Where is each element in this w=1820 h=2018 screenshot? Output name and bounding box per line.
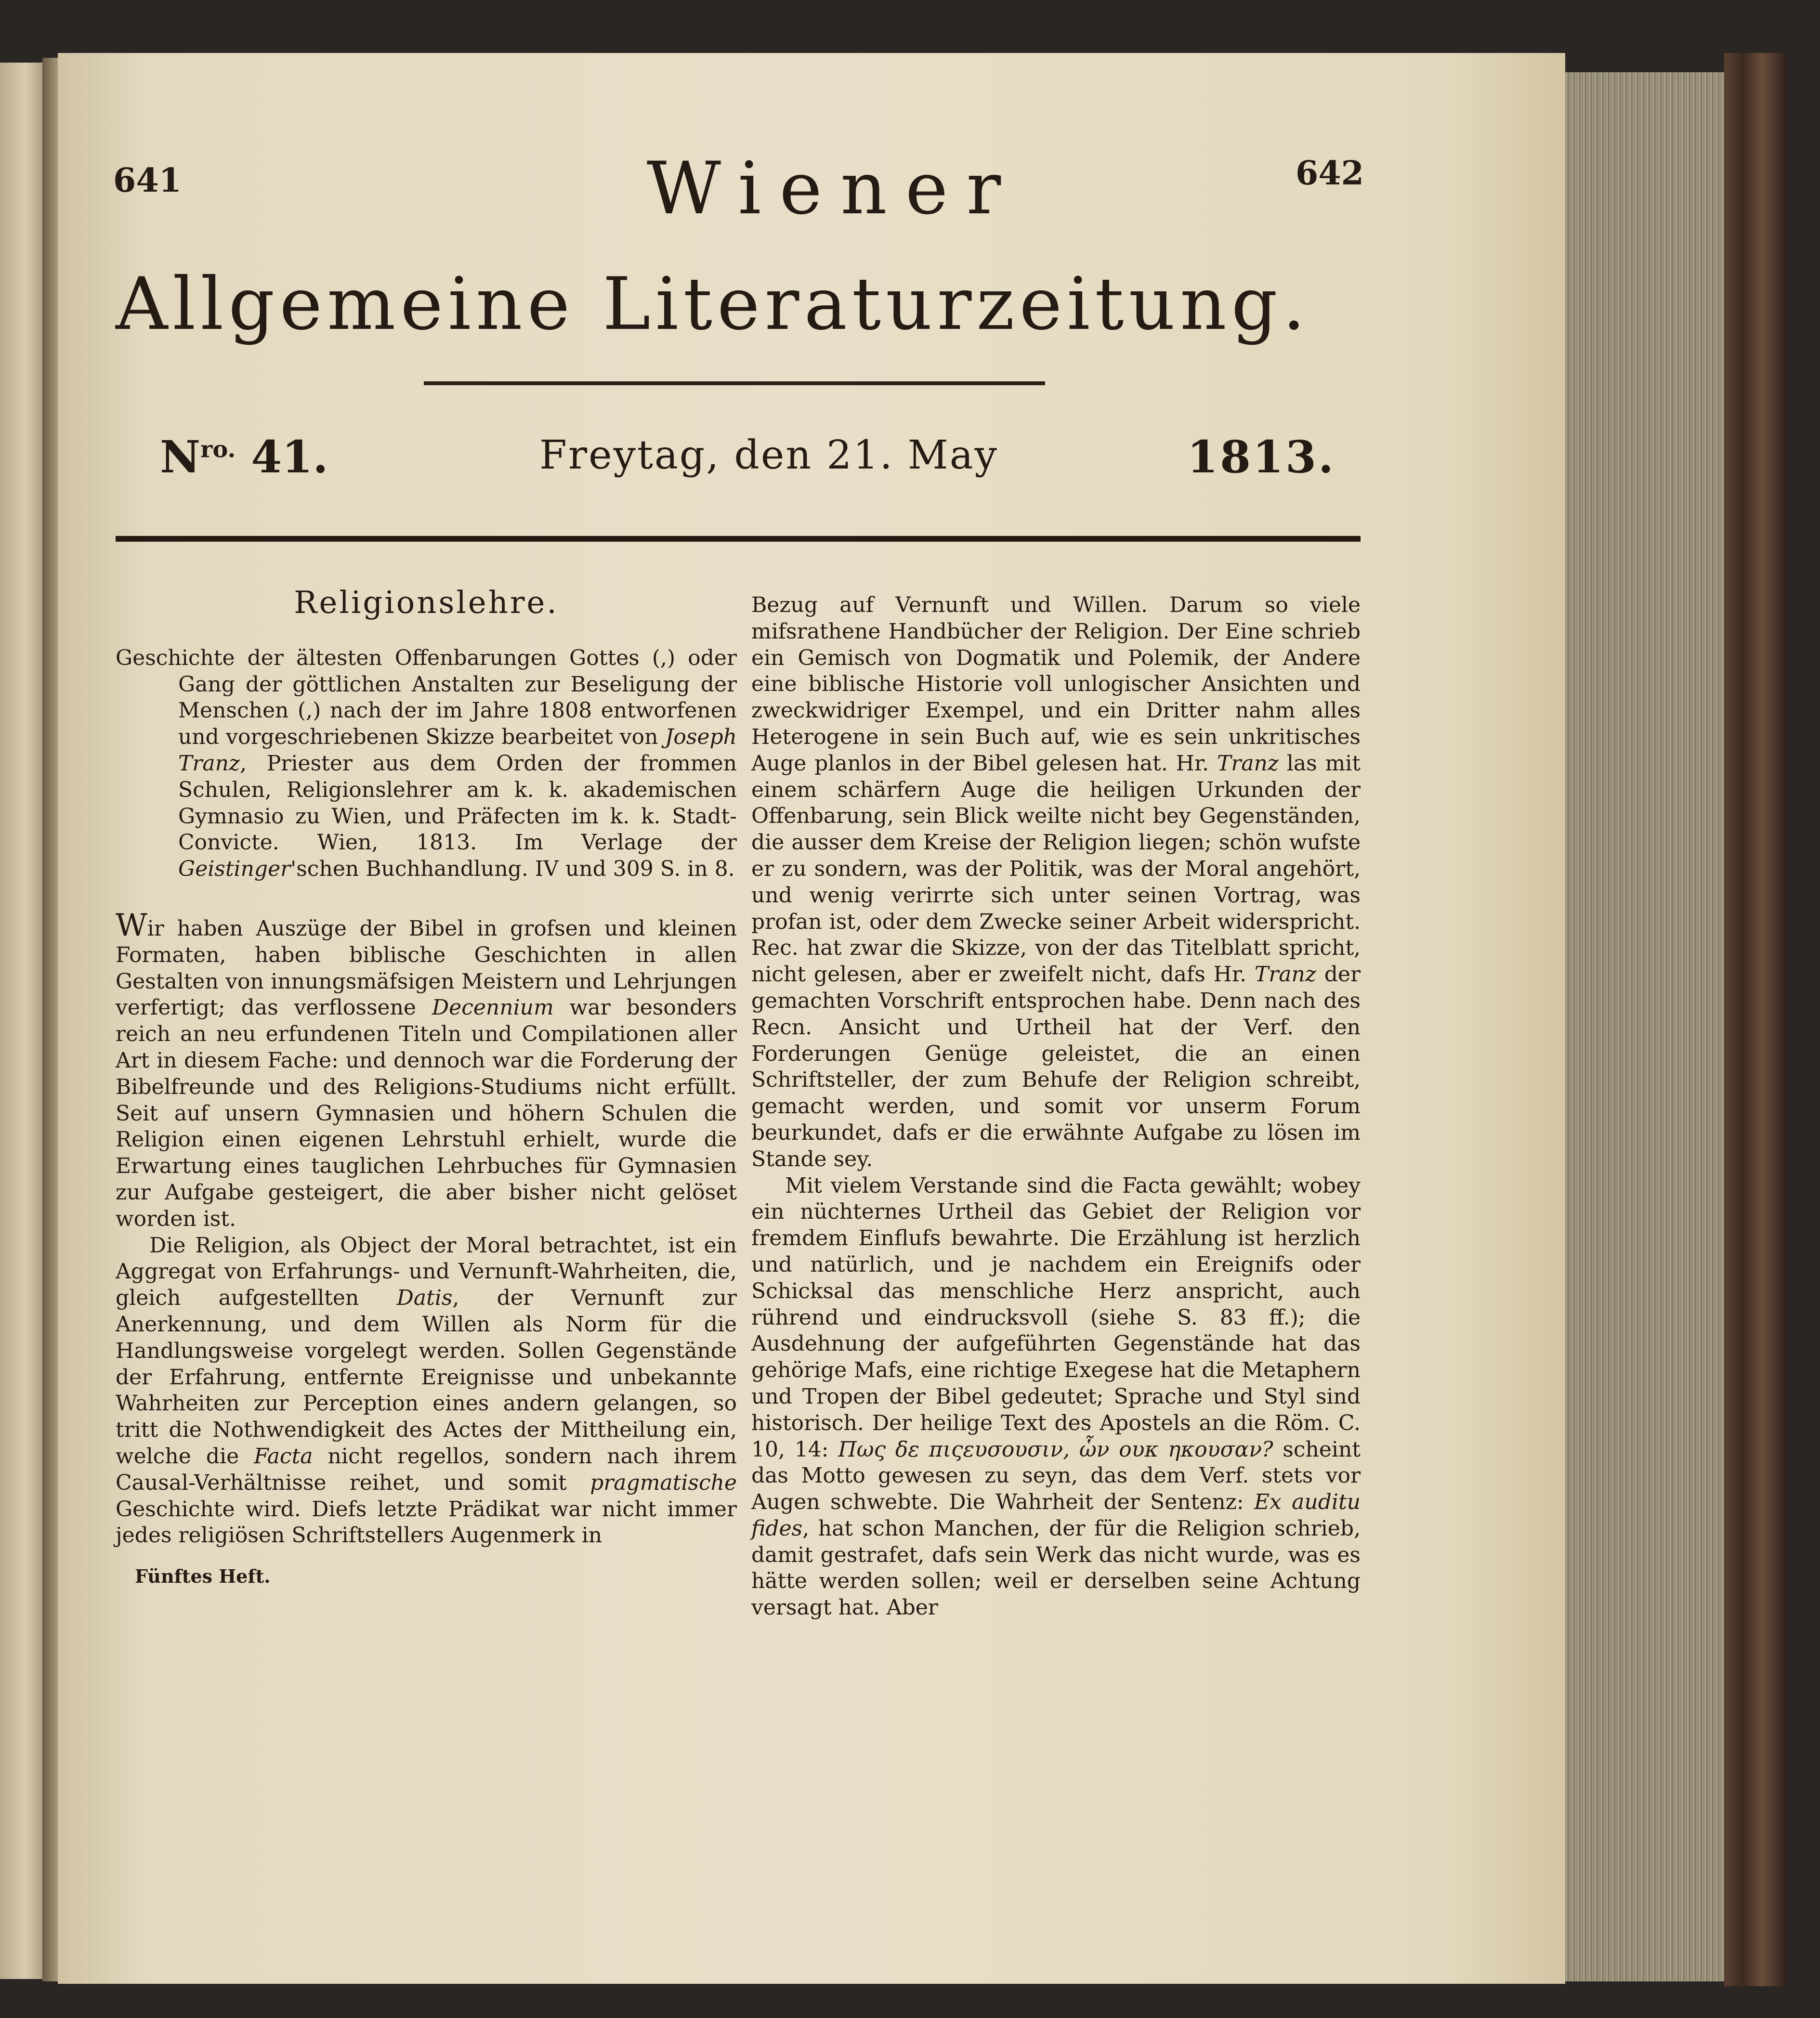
section-heading: Religionslehre.: [294, 585, 559, 621]
paragraph: Mit vielem Verstande sind die Facta gewählt; wobey ein nüchternes Urtheil das Gebiet der Religion vor fremdem Einflufs bewahrte. Die Erzählung ist herzlich und natürlich, und je nachdem ein Ereignifs oder Schicksal das menschliche Herz anspricht, auch rührend und eindrucksvoll (siehe S. 83 ff.); die Ausdehnung der aufgeführten Gegenstände hat das gehörige Mafs, eine richtige Exegese hat die Metaphern und Tropen der Bibel gedeutet; Sprache und Styl sind historisch. Der heilige Text des Apostels an die Röm. C. 10, 14: Πως δε πιςευσουσιν, ὧν ουκ ηκουσαν? scheint das Motto gewesen zu seyn, das dem Verf. stets vor Augen schwebte. Die Wahrheit der Sentenz: Ex auditu fides, hat schon Manchen, der für die Religion schrieb, damit gestrafet, dafs sein Werk das nicht wurde, was es hätte werden sollen; weil er derselben seine Achtung versagt hat. Aber: [751, 1173, 1361, 1620]
facing-page-edge: [0, 63, 46, 1979]
issue-date: Freytag, den 21. May: [539, 432, 998, 478]
left-column: [116, 585, 737, 1590]
masthead-title-line2: Allgemeine Literaturzeitung.: [116, 262, 1310, 346]
page-number-left: 641: [113, 161, 182, 200]
header-divider: [116, 536, 1361, 542]
issue-prefix: N: [160, 431, 201, 483]
masthead-title-line1: Wiener: [646, 147, 1020, 231]
page-number-right: 642: [1296, 154, 1364, 193]
greek-quote: Πως δε πιςευσουσιν, ὧν ουκ ηκουσαν?: [838, 1437, 1273, 1462]
paragraph: Wir haben Auszüge der Bibel in grofsen und kleinen Formaten, haben biblische Geschichten in allen Gestalten von innungsmäfsigen Meistern und Lehrjungen verfertigt; das verflossene Decennium war besonders reich an neu erfundenen Titeln und Compilationen aller Art in diesem Fache: und dennoch war die Forderung der Bibelfreunde und des Religions-Studiums nicht erfüllt. Seit auf unsern Gymnasien und höhern Schulen die Religion einen eigenen Lehrstuhl erhielt, wurde die Erwartung eines tauglichen Lehrbuches für Gymnasien zur Aufgabe gesteigert, die aber bisher nicht gelöset worden ist.: [116, 907, 737, 1231]
page-stack-edges: [1565, 72, 1724, 1981]
paragraph: Die Religion, als Object der Moral betrachtet, ist ein Aggregat von Erfahrungs- und Vernunft-Wahrheiten, die, gleich aufgestellten Datis, der Vernunft zur Anerkennung, und dem Willen als Norm für die Handlungsweise vorgelegt werden. Sollen Gegenstände der Erfahrung, entfernte Ereignisse und unbekannte Wahrheiten zur Perception eines andern gelangen, so tritt die Nothwendigkeit des Actes der Mittheilung ein, welche die Facta nicht regellos, sondern nach ihrem Causal-Verhältnisse reihet, und somit pragmatische Geschichte wird. Diefs letzte Prädikat war nicht immer jedes religiösen Schriftstellers Augenmerk in: [116, 1233, 737, 1548]
drop-initial: W: [116, 907, 147, 943]
issue-number: [160, 431, 328, 483]
issue-year: 1813.: [1187, 431, 1336, 483]
reviewed-book-title: Geschichte der ältesten Offenbarungen Gottes (,) oder Gang der göttlichen Anstalten zur Beseligung der Menschen (,) nach der im Jahre 1808 entworfenen und vorgeschriebenen Skizze bearbeitet von Joseph Tranz, Priester aus dem Orden der frommen Schulen, Religionslehrer am k. k. akademischen Gymnasio zu Wien, und Präfecten im k. k. Stadt-Convicte. Wien, 1813. Im Verlage der Geistinger'schen Buchhandlung. IV und 309 S. in 8.: [116, 645, 737, 882]
masthead-rule: [424, 381, 1045, 385]
right-column: [751, 592, 1361, 1621]
book-author: Joseph Tranz: [178, 725, 737, 776]
signature-note: Fünftes Heft.: [135, 1565, 271, 1588]
issue-number-value: 41.: [251, 431, 328, 483]
paragraph: Bezug auf Vernunft und Willen. Darum so viele mifsrathene Handbücher der Religion. Der Eine schrieb ein Gemisch von Dogmatik und Polemik, der Andere eine biblische Historie voll unlogischer Ansichten und zweckwidriger Exempel, und ein Dritter nahm alles Heterogene in sein Buch auf, wie es sein unkritisches Auge planlos in der Bibel gelesen hat. Hr. Tranz las mit einem schärfern Auge die heiligen Urkunden der Offenbarung, sein Blick weilte nicht bey Gegenständen, die ausser dem Kreise der Religion liegen; schön wufste er zu sondern, was der Politik, was der Moral angehört, und wenig verirrte sich unter seinen Vortrag, was profan ist, oder dem Zwecke seiner Arbeit widerspricht. Rec. hat zwar die Skizze, von der das Titelblatt spricht, nicht gelesen, aber er zweifelt nicht, dafs Hr. Tranz der gemachten Vorschrift entsprochen habe. Denn nach des Recn. Ansicht und Urtheil hat der Verf. den Forderungen Genüge geleistet, die an einen Schriftsteller, der zum Behufe der Religion schreibt, gemacht werden, und somit vor unserm Forum beurkundet, dafs er die erwähnte Aufgabe zu lösen im Stande sey.: [751, 593, 1361, 1172]
book-cover-edge: [1724, 53, 1787, 1986]
issue-prefix-sup: ro.: [200, 436, 236, 463]
book-publisher: Geistinger: [178, 857, 291, 882]
